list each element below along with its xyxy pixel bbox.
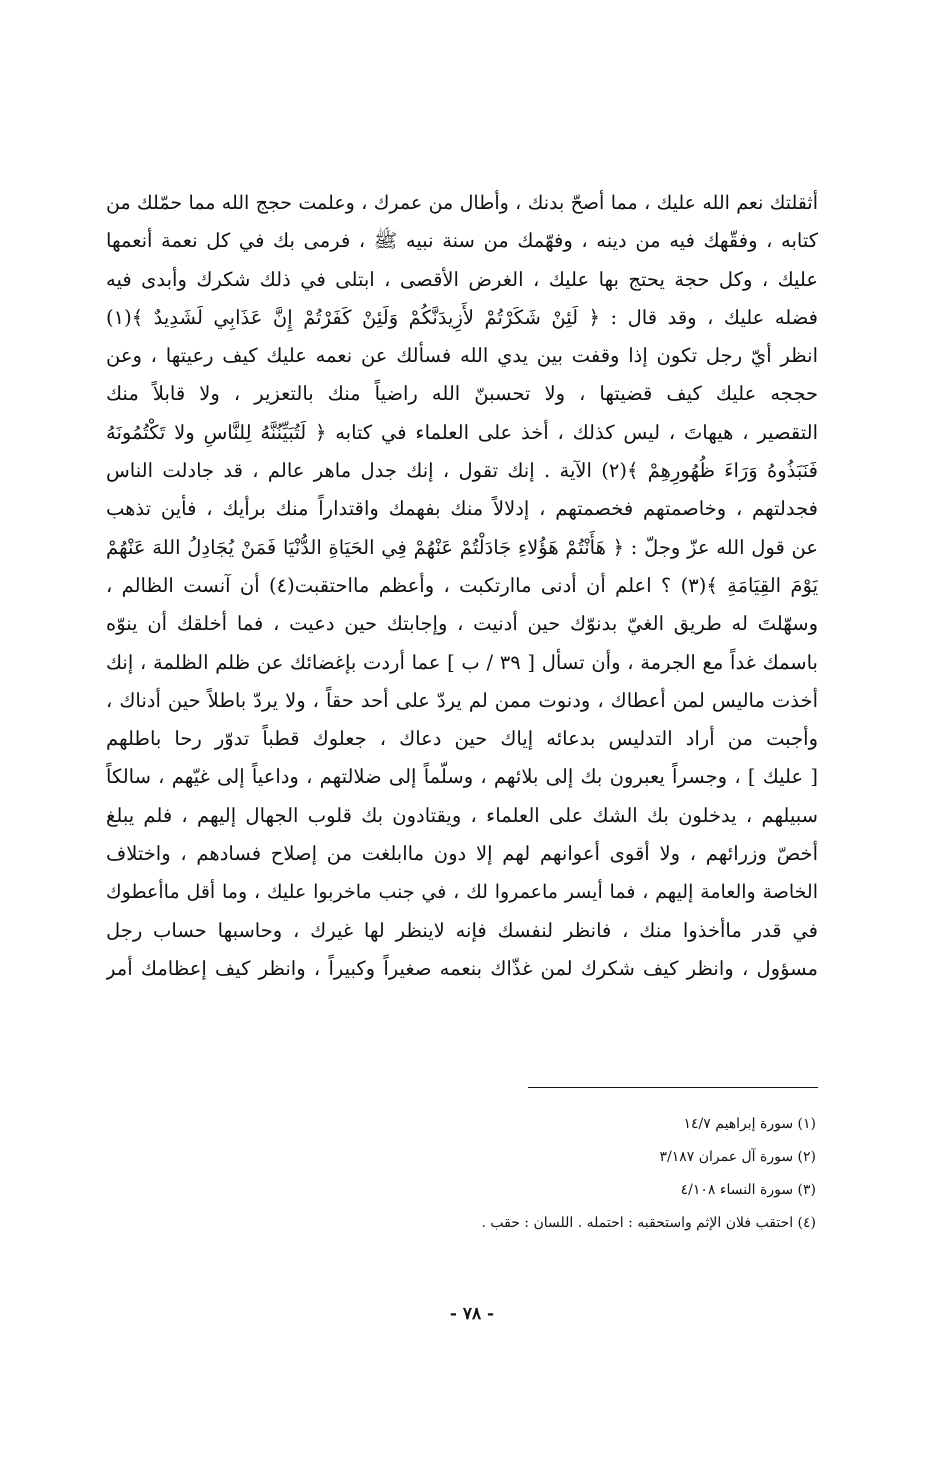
footnote: (٢) سورة آل عمران ٣/١٨٧	[659, 1149, 816, 1165]
text-line: سبيلهم ، يدخلون بك الشك على العلماء ، ويقتادون بك قلوب الجهال إليهم ، فلم يبلغ	[106, 803, 818, 827]
footnote-divider	[528, 1087, 818, 1088]
text-line: حججه عليك كيف قضيتها ، ولا تحسبنّ الله راضياً منك بالتعزير ، ولا قابلاً منك	[106, 382, 818, 406]
text-line: التقصير ، هيهاتَ ، ليس كذلك ، أخذ على العلماء في كتابه ﴿ لَتُبَيِّنُنَّهُ لِلنَّاسِ ولا تَكْتُمُونَهُ	[106, 420, 818, 444]
text-line: وسهّلتَ له طريق الغيّ بدنوّك حين أدنيت ، وإجابتك حين دعيت ، فما أخلقك أن ينوّه	[106, 612, 818, 636]
text-line: عن قول الله عزّ وجلّ : ﴿ هَأَنْتُمْ هَؤُلاءِ جَادَلْتُمْ عَنْهُمْ فِي الحَيَاةِ الدُّنْيَا فَمَنْ يُجَادِلُ اللهَ عَنْهُمْ	[106, 535, 818, 559]
text-line: الخاصة والعامة إليهم ، فما أيسر ماعمروا لك ، في جنب ماخربوا عليك ، وما أقل ماأعطوك	[106, 881, 818, 904]
text-line: أثقلتك نعم الله عليك ، مما أصحّ بدنك ، وأطال من عمرك ، وعلمت حجج الله مما حمّلك من	[106, 192, 818, 214]
text-line: أخصّ وزرائهم ، ولا أقوى أعوانهم لهم إلا دون ماابلغت من إصلاح فسادهم ، واختلاف	[106, 842, 818, 866]
text-line: [ عليك ] ، وجسراً يعبرون بك إلى بلائهم ، وسلّماً إلى ضلالتهم ، وداعياً إلى غيّهم ، سالكاً	[106, 765, 818, 789]
text-line: يَوْمَ القِيَامَةِ ﴾(٣) ؟ اعلم أن أدنى ماارتكبت ، وأعظم مااحتقبت(٤) أن آنست الظالم ،	[106, 573, 818, 597]
footnotes	[300, 1108, 816, 1240]
footnote: (١) سورة إبراهيم ١٤/٧	[683, 1116, 816, 1132]
text-line: في قدر ماأخذوا منك ، فانظر لنفسك فإنه لاينظر لها غيرك ، وحاسبها حساب رجل	[106, 918, 818, 942]
text-line: أخذت ماليس لمن أعطاك ، ودنوت ممن لم يردّ على أحد حقاً ، ولا يردّ باطلاً حين أدناك ،	[106, 688, 818, 712]
text-line: فَنَبَذُوهُ وَرَاءَ ظُهُورِهِمْ ﴾(٢) الآية . إنك تقول ، إنك جدل ماهر عالم ، قد جادلت الناس	[106, 459, 818, 483]
footnote: (٤) احتقب فلان الإثم واستحقبه : احتمله . اللسان : حقب .	[481, 1215, 816, 1231]
footnote: (٣) سورة النساء ٤/١٠٨	[680, 1182, 816, 1198]
body-text	[106, 184, 818, 988]
text-line: مسؤول ، وانظر كيف شكرك لمن غذّاك بنعمه صغيراً وكبيراً ، وانظر كيف إعظامك أمر	[106, 956, 818, 980]
page-number: - ٧٨ -	[449, 1304, 495, 1324]
text-line: فجدلتهم ، وخاصمتهم فخصمتهم ، إدلالاً منك بفهمك واقتداراً منك برأيك ، فأين تذهب	[106, 497, 818, 521]
text-line: وأجبت من أراد التدليس بدعائه إياك حين دعاك ، جعلوك قطباً تدوّر رحا باطلهم	[106, 727, 818, 751]
text-line: عليك ، وكل حجة يحتج بها عليك ، الغرض الأقصى ، ابتلى في ذلك شكرك وأبدى فيه	[106, 267, 818, 291]
text-line: كتابه ، وفقّهك فيه من دينه ، وفهّمك من سنة نبيه ﷺ ، فرمى بك في كل نعمة أنعمها	[106, 229, 818, 253]
text-line: باسمك غداً مع الجرمة ، وأن تسأل [ ٣٩ / ب ] عما أردت بإغضائك عن ظلم الظلمة ، إنك	[106, 650, 818, 674]
text-line: انظر أيّ رجل تكون إذا وقفت بين يدي الله فسألك عن نعمه عليك كيف رعيتها ، وعن	[106, 344, 818, 368]
text-line: فضله عليك ، وقد قال : ﴿ لَئِنْ شَكَرْتُمْ لأَزِيدَنَّكُمْ وَلَئِنْ كَفَرْتُمْ إِنَّ عَذَابِي لَشَدِيدٌ ﴾(١)	[106, 305, 818, 329]
